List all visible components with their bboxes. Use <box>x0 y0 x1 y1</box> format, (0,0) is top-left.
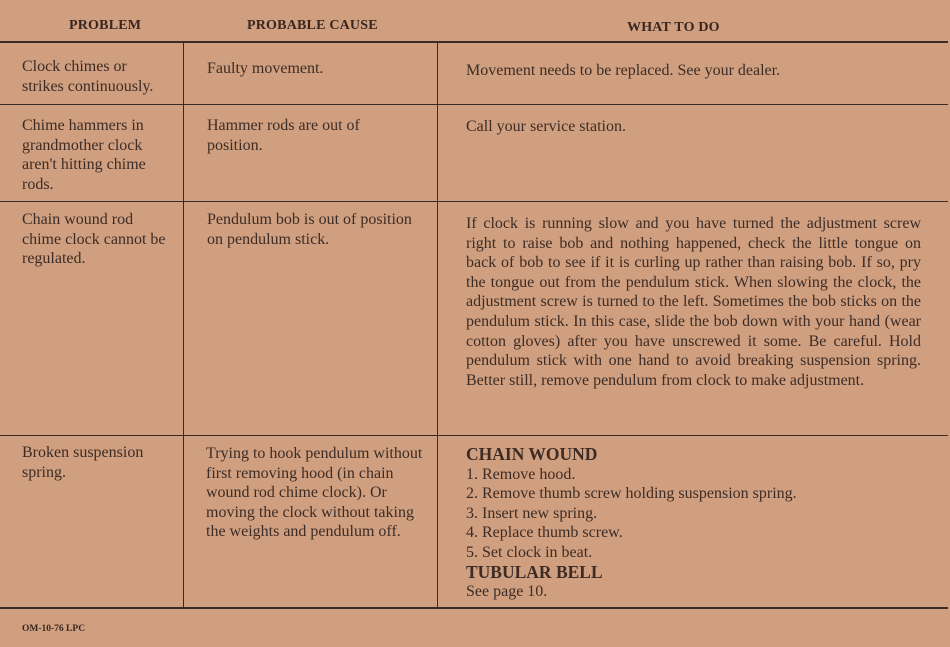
row-2-problem-text: Chime hammers in grandmother clock aren't hitting chime rods. <box>22 117 146 193</box>
row-1-problem-text: Clock chimes or strikes continuously. <box>22 58 154 95</box>
row-1-problem <box>22 57 172 96</box>
step-4: 4. Replace thumb screw. <box>466 524 623 542</box>
row-1-cause <box>207 59 427 79</box>
row-4-problem <box>22 443 172 482</box>
header-rule <box>0 41 948 43</box>
column-divider-1 <box>183 41 184 608</box>
row-3-problem <box>22 210 172 269</box>
row-3-action-text: If clock is running slow and you have turned the adjustment screw right to raise bob and nothing happened, check the little tongue on back of bob to see if it is curling up rather than raising bob. If so, pry the tongue out from the pendulum stick. When slowing the clock, the adjustment screw is turned to the left. Sometimes the bob sticks on the pendulum stick. In this case, slide the bob down with your hand (wear cotton gloves) after you have unscrewed it some. Be careful. Hold pendulum stick with one hand to avoid breaking suspension spring. Better still, remove pendulum from clock to make adjustment. <box>466 215 921 389</box>
header-problem: PROBLEM <box>69 18 142 33</box>
document-code: OM-10-76 LPC <box>22 624 86 634</box>
step-1: 1. Remove hood. <box>466 465 576 483</box>
chain-wound-heading: CHAIN WOUND <box>466 444 598 464</box>
row-3-problem-text: Chain wound rod chime clock cannot be regulated. <box>22 211 166 268</box>
bottom-rule <box>0 607 948 609</box>
row-2-cause-text: Hammer rods are out of position. <box>207 117 360 154</box>
row-4-action <box>466 445 926 602</box>
row-1-cause-text: Faulty movement. <box>207 60 324 77</box>
row-4-cause-text: Trying to hook pendulum without first removing hood (in chain wound rod chime clock). Or moving the clock without taking the weights and pendulum off. <box>206 445 423 541</box>
tubular-bell-note: See page 10. <box>466 583 548 601</box>
row-divider-2 <box>0 201 948 202</box>
row-2-problem <box>22 116 172 194</box>
step-5: 5. Set clock in beat. <box>466 543 593 561</box>
row-2-action <box>466 117 926 137</box>
row-4-cause <box>206 444 428 542</box>
row-4-problem-text: Broken suspension spring. <box>22 444 144 481</box>
row-3-cause <box>207 210 429 249</box>
row-1-action <box>466 61 926 81</box>
row-divider-3 <box>0 435 948 436</box>
row-3-action <box>466 214 921 390</box>
step-3: 3. Insert new spring. <box>466 504 598 522</box>
row-divider-1 <box>0 104 948 105</box>
column-divider-2 <box>437 41 438 608</box>
header-probable-cause: PROBABLE CAUSE <box>247 18 378 33</box>
header-what-to-do: WHAT TO DO <box>627 20 720 35</box>
tubular-bell-heading: TUBULAR BELL <box>466 561 603 582</box>
step-2: 2. Remove thumb screw holding suspension spring. <box>466 485 797 503</box>
row-2-action-text: Call your service station. <box>466 118 626 135</box>
row-3-cause-text: Pendulum bob is out of position on pendulum stick. <box>207 211 412 248</box>
row-1-action-text: Movement needs to be replaced. See your dealer. <box>466 62 781 79</box>
row-2-cause <box>207 116 417 155</box>
